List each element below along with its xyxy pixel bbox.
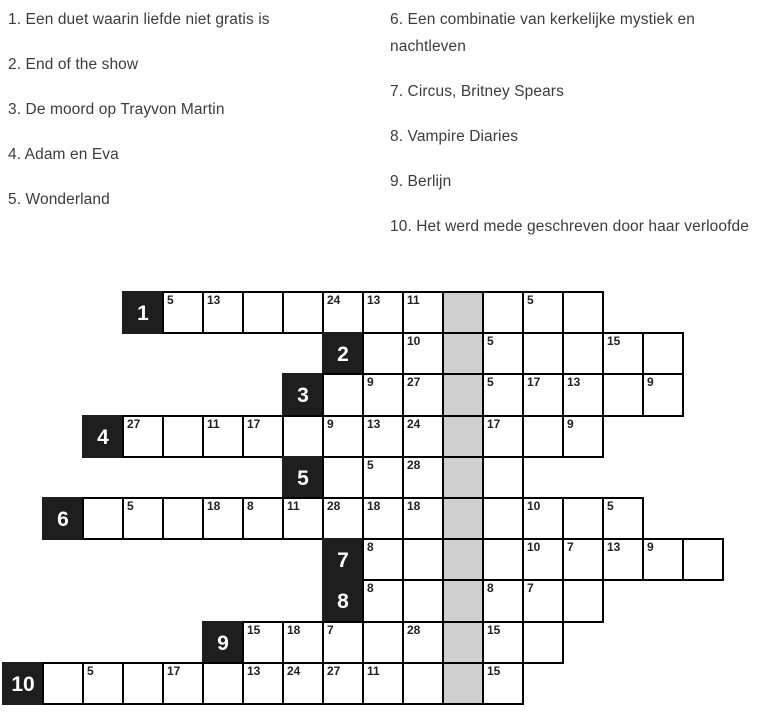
letter-code-number: 8 bbox=[367, 581, 374, 596]
letter-code-number: 15 bbox=[607, 334, 621, 349]
answer-cell[interactable] bbox=[482, 621, 524, 664]
clue-4: 4. Adam en Eva bbox=[8, 146, 119, 163]
answer-cell[interactable] bbox=[682, 538, 724, 581]
clue-number: 9 bbox=[217, 631, 229, 655]
letter-code-number: 27 bbox=[327, 663, 341, 678]
letter-code-number: 27 bbox=[407, 375, 421, 390]
letter-code-number: 5 bbox=[527, 293, 534, 307]
letter-code-number: 13 bbox=[367, 416, 381, 431]
answer-cell[interactable] bbox=[362, 662, 404, 705]
answer-cell[interactable] bbox=[82, 662, 124, 705]
answer-cell[interactable] bbox=[202, 291, 244, 334]
letter-code-number: 28 bbox=[407, 622, 421, 637]
solution-column-cell[interactable] bbox=[442, 579, 484, 622]
letter-code-number: 10 bbox=[527, 499, 541, 513]
answer-cell[interactable] bbox=[122, 497, 164, 540]
letter-code-number: 5 bbox=[487, 334, 494, 349]
answer-cell[interactable] bbox=[562, 373, 604, 416]
letter-code-number: 5 bbox=[367, 457, 374, 472]
clue-number-cell bbox=[42, 497, 84, 540]
letter-code-number: 13 bbox=[367, 293, 381, 307]
answer-cell[interactable] bbox=[522, 415, 564, 458]
clue-1: 1. Een duet waarin liefde niet gratis is bbox=[8, 11, 270, 28]
clue-number-cell bbox=[202, 621, 244, 664]
clue-number: 10 bbox=[11, 672, 35, 696]
answer-cell[interactable] bbox=[242, 291, 284, 334]
clue-number: 7 bbox=[337, 549, 349, 573]
answer-cell[interactable] bbox=[562, 579, 604, 622]
answer-cell[interactable] bbox=[522, 538, 564, 581]
letter-code-number: 5 bbox=[87, 663, 94, 678]
clue-number: 2 bbox=[337, 343, 349, 367]
letter-code-number: 28 bbox=[327, 499, 341, 513]
answer-cell[interactable] bbox=[522, 373, 564, 416]
answer-cell[interactable] bbox=[522, 579, 564, 622]
answer-cell[interactable] bbox=[482, 662, 524, 705]
answer-cell[interactable] bbox=[562, 291, 604, 334]
letter-code-number: 10 bbox=[527, 540, 541, 555]
letter-code-number: 17 bbox=[487, 416, 501, 431]
clue-9: 9. Berlijn bbox=[390, 173, 452, 190]
answer-cell[interactable] bbox=[602, 497, 644, 540]
clue-5: 5. Wonderland bbox=[8, 191, 110, 208]
answer-cell[interactable] bbox=[602, 538, 644, 581]
answer-cell[interactable] bbox=[122, 662, 164, 705]
letter-code-number: 18 bbox=[207, 499, 221, 513]
answer-cell[interactable] bbox=[482, 291, 524, 334]
clue-8: 8. Vampire Diaries bbox=[390, 128, 519, 145]
answer-cell[interactable] bbox=[522, 332, 564, 375]
clue-7: 7. Circus, Britney Spears bbox=[390, 83, 564, 100]
clue-number-cell bbox=[122, 291, 164, 334]
letter-code-number: 9 bbox=[647, 540, 654, 555]
clue-number-cell bbox=[2, 662, 44, 705]
letter-code-number: 7 bbox=[527, 581, 534, 596]
answer-cell[interactable] bbox=[482, 373, 524, 416]
answer-cell[interactable] bbox=[362, 538, 404, 581]
solution-column-cell[interactable] bbox=[442, 332, 484, 375]
answer-cell[interactable] bbox=[642, 332, 684, 375]
answer-cell[interactable] bbox=[162, 497, 204, 540]
letter-code-number: 17 bbox=[247, 416, 261, 431]
answer-cell[interactable] bbox=[42, 662, 84, 705]
letter-code-number: 11 bbox=[367, 663, 380, 678]
solution-column-cell[interactable] bbox=[442, 662, 484, 705]
answer-cell[interactable] bbox=[642, 373, 684, 416]
answer-cell[interactable] bbox=[282, 621, 324, 664]
answer-cell[interactable] bbox=[82, 497, 124, 540]
letter-code-number: 13 bbox=[247, 663, 261, 678]
answer-cell[interactable] bbox=[242, 497, 284, 540]
letter-code-number: 13 bbox=[607, 540, 621, 555]
letter-code-number: 18 bbox=[287, 622, 301, 637]
clue-number-cell bbox=[322, 579, 364, 622]
answer-cell[interactable] bbox=[322, 373, 364, 416]
clue-number: 8 bbox=[337, 590, 349, 614]
answer-cell[interactable] bbox=[402, 621, 444, 664]
letter-code-number: 28 bbox=[407, 457, 421, 472]
letter-code-number: 24 bbox=[327, 293, 341, 307]
letter-code-number: 5 bbox=[487, 375, 494, 390]
letter-code-number: 5 bbox=[607, 499, 614, 513]
clue-number: 6 bbox=[57, 508, 69, 532]
answer-cell[interactable] bbox=[362, 291, 404, 334]
answer-cell[interactable] bbox=[362, 373, 404, 416]
answer-cell[interactable] bbox=[522, 291, 564, 334]
answer-cell[interactable] bbox=[242, 415, 284, 458]
clue-number: 1 bbox=[137, 302, 149, 326]
letter-code-number: 9 bbox=[567, 416, 574, 431]
letter-code-number: 27 bbox=[127, 416, 141, 431]
answer-cell[interactable] bbox=[402, 579, 444, 622]
clue-number-cell bbox=[322, 332, 364, 375]
solution-column-cell[interactable] bbox=[442, 497, 484, 540]
answer-cell[interactable] bbox=[162, 291, 204, 334]
solution-column-cell[interactable] bbox=[442, 373, 484, 416]
answer-cell[interactable] bbox=[402, 415, 444, 458]
letter-code-number: 9 bbox=[327, 416, 334, 431]
answer-cell[interactable] bbox=[402, 456, 444, 499]
letter-code-number: 15 bbox=[487, 663, 501, 678]
answer-cell[interactable] bbox=[322, 456, 364, 499]
answer-cell[interactable] bbox=[482, 456, 524, 499]
letter-code-number: 18 bbox=[367, 499, 381, 513]
answer-cell[interactable] bbox=[362, 497, 404, 540]
answer-cell[interactable] bbox=[242, 662, 284, 705]
answer-cell[interactable] bbox=[482, 332, 524, 375]
answer-cell[interactable] bbox=[402, 373, 444, 416]
answer-cell[interactable] bbox=[482, 415, 524, 458]
letter-code-number: 11 bbox=[207, 416, 220, 431]
answer-cell[interactable] bbox=[562, 538, 604, 581]
answer-cell[interactable] bbox=[562, 497, 604, 540]
letter-code-number: 7 bbox=[327, 622, 334, 637]
letter-code-number: 11 bbox=[407, 293, 420, 307]
letter-code-number: 8 bbox=[487, 581, 494, 596]
answer-cell[interactable] bbox=[282, 291, 324, 334]
clue-number: 5 bbox=[297, 466, 309, 490]
solution-column-cell[interactable] bbox=[442, 456, 484, 499]
answer-cell[interactable] bbox=[282, 415, 324, 458]
answer-cell[interactable] bbox=[522, 497, 564, 540]
answer-cell[interactable] bbox=[322, 415, 364, 458]
answer-cell[interactable] bbox=[322, 497, 364, 540]
solution-column-cell[interactable] bbox=[442, 291, 484, 334]
clue-number-cell bbox=[282, 373, 324, 416]
letter-code-number: 13 bbox=[207, 293, 221, 307]
letter-code-number: 15 bbox=[487, 622, 501, 637]
answer-cell[interactable] bbox=[482, 538, 524, 581]
solution-column-cell[interactable] bbox=[442, 415, 484, 458]
answer-cell[interactable] bbox=[402, 332, 444, 375]
letter-code-number: 5 bbox=[127, 499, 134, 513]
answer-cell[interactable] bbox=[562, 415, 604, 458]
answer-cell[interactable] bbox=[402, 291, 444, 334]
letter-code-number: 9 bbox=[647, 375, 654, 390]
answer-cell[interactable] bbox=[322, 662, 364, 705]
answer-cell[interactable] bbox=[602, 373, 644, 416]
letter-code-number: 18 bbox=[407, 499, 421, 513]
letter-code-number: 15 bbox=[247, 622, 261, 637]
letter-code-number: 17 bbox=[167, 663, 181, 678]
answer-cell[interactable] bbox=[202, 662, 244, 705]
answer-cell[interactable] bbox=[162, 662, 204, 705]
letter-code-number: 24 bbox=[407, 416, 421, 431]
answer-cell[interactable] bbox=[362, 456, 404, 499]
clue-3: 3. De moord op Trayvon Martin bbox=[8, 101, 225, 118]
answer-cell[interactable] bbox=[522, 621, 564, 664]
answer-cell[interactable] bbox=[482, 579, 524, 622]
answer-cell[interactable] bbox=[482, 497, 524, 540]
letter-code-number: 7 bbox=[567, 540, 574, 555]
answer-cell[interactable] bbox=[362, 579, 404, 622]
answer-cell[interactable] bbox=[362, 415, 404, 458]
clue-number-cell bbox=[322, 538, 364, 581]
answer-cell[interactable] bbox=[282, 497, 324, 540]
answer-cell[interactable] bbox=[362, 621, 404, 664]
solution-column-cell[interactable] bbox=[442, 621, 484, 664]
answer-cell[interactable] bbox=[402, 497, 444, 540]
answer-cell[interactable] bbox=[162, 415, 204, 458]
clue-10: 10. Het werd mede geschreven door haar verloofde bbox=[390, 218, 749, 235]
answer-cell[interactable] bbox=[202, 415, 244, 458]
letter-code-number: 24 bbox=[287, 663, 301, 678]
answer-cell[interactable] bbox=[362, 332, 404, 375]
answer-cell[interactable] bbox=[282, 662, 324, 705]
answer-cell[interactable] bbox=[402, 662, 444, 705]
solution-column-cell[interactable] bbox=[442, 538, 484, 581]
letter-code-number: 8 bbox=[247, 499, 254, 513]
clue-number-cell bbox=[82, 415, 124, 458]
letter-code-number: 9 bbox=[367, 375, 374, 390]
letter-code-number: 5 bbox=[167, 293, 174, 307]
clue-number-cell bbox=[282, 456, 324, 499]
letter-code-number: 8 bbox=[367, 540, 374, 555]
clue-2: 2. End of the show bbox=[8, 56, 139, 73]
answer-cell[interactable] bbox=[322, 291, 364, 334]
answer-cell[interactable] bbox=[402, 538, 444, 581]
letter-code-number: 11 bbox=[287, 499, 300, 513]
answer-cell[interactable] bbox=[562, 332, 604, 375]
answer-cell[interactable] bbox=[202, 497, 244, 540]
clue-6: 6. Een combinatie van kerkelijke mystiek en nachtleven bbox=[390, 11, 695, 55]
letter-code-number: 13 bbox=[567, 375, 581, 390]
answer-cell[interactable] bbox=[642, 538, 684, 581]
letter-code-number: 17 bbox=[527, 375, 541, 390]
answer-cell[interactable] bbox=[122, 415, 164, 458]
letter-code-number: 10 bbox=[407, 334, 421, 349]
clue-number: 3 bbox=[297, 384, 309, 408]
clue-number: 4 bbox=[97, 425, 109, 449]
answer-cell[interactable] bbox=[322, 621, 364, 664]
answer-cell[interactable] bbox=[602, 332, 644, 375]
answer-cell[interactable] bbox=[242, 621, 284, 664]
